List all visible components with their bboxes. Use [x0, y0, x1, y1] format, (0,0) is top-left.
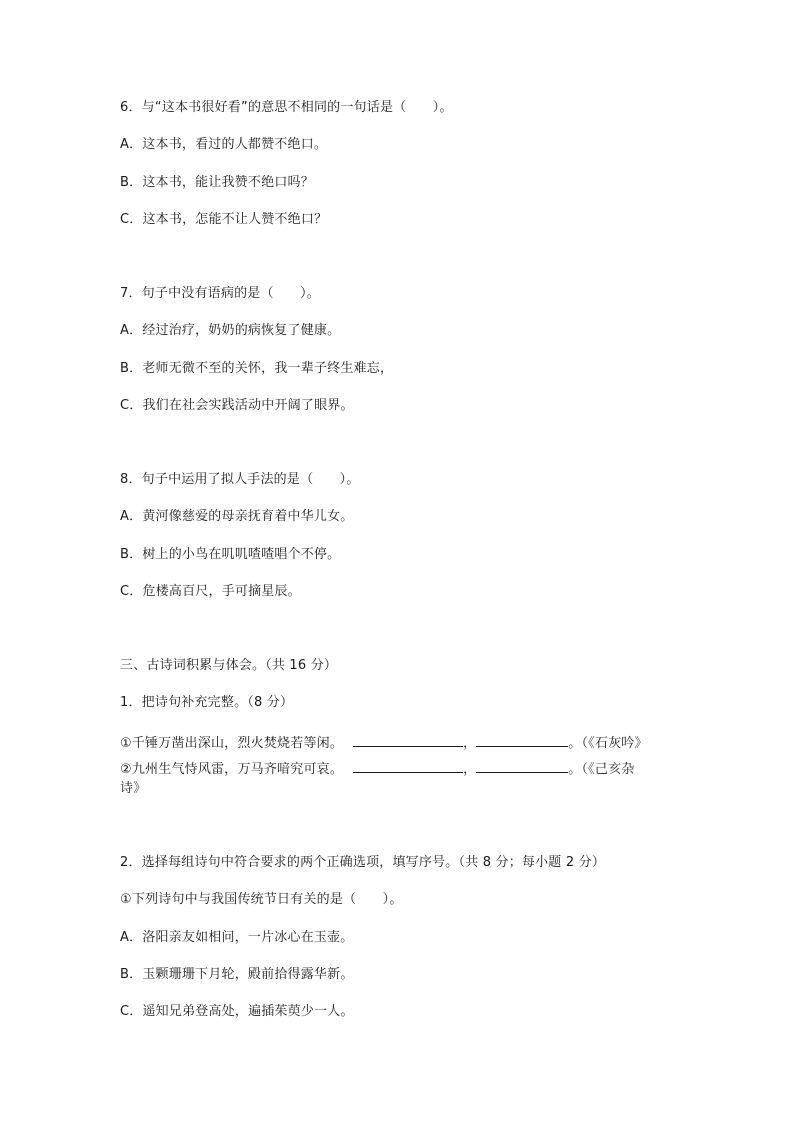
poem-line-1-blank-1[interactable]	[353, 732, 463, 747]
question-6-option-c: C．这本书，怎能不让人赞不绝口？	[120, 212, 328, 227]
poem-fill-line-2	[120, 758, 634, 779]
sub2-option-b: B．玉颗珊珊下月轮，殿前拾得露华新。	[120, 967, 354, 982]
question-7-option-b: B．老师无微不至的关怀，我一辈子终生难忘，	[120, 361, 394, 376]
poem-line-2-comma: ，	[463, 762, 477, 777]
question-7-option-a: A．经过治疗，奶奶的病恢复了健康。	[120, 323, 341, 338]
poem-line-1-blank-2[interactable]	[476, 732, 568, 747]
question-8-option-c: C．危楼高百尺，手可摘星辰。	[120, 584, 301, 599]
question-8-option-b: B．树上的小鸟在叽叽喳喳唱个不停。	[120, 547, 341, 562]
poem-fill-line-1	[120, 732, 648, 753]
sub2-question-1: ①下列诗句中与我国传统节日有关的是（ ）。	[120, 892, 403, 907]
question-6-option-b: B．这本书，能让我赞不绝口吗？	[120, 175, 314, 190]
section-3-sub2-title: 2．选择每组诗句中符合要求的两个正确选项，填写序号。（共 8 分；每小题 2 分）	[120, 855, 606, 870]
sub2-option-a: A．洛阳亲友如相问，一片冰心在玉壶。	[120, 930, 354, 945]
question-6-stem: 6．与“这本书很好看”的意思不相同的一句话是（ ）。	[120, 100, 453, 115]
poem-line-2-blank-2[interactable]	[476, 758, 568, 773]
poem-line-2-given: ②九州生气恃风雷，万马齐喑究可哀。	[120, 762, 344, 777]
question-8-stem: 8．句子中运用了拟人手法的是（ ）。	[120, 472, 360, 487]
poem-line-1-given: ①千锤万凿出深山，烈火焚烧若等闲。	[120, 736, 344, 751]
poem-line-1-source: 。（《石灰吟》	[568, 736, 648, 751]
question-7-stem: 7．句子中没有语病的是（ ）。	[120, 286, 320, 301]
poem-line-2-blank-1[interactable]	[353, 758, 463, 773]
section-3-title: 三、古诗词积累与体会。（共 16 分）	[120, 658, 338, 673]
sub2-option-c: C．遥知兄弟登高处，遍插茱萸少一人。	[120, 1004, 354, 1019]
poem-line-2-source: 。（《己亥杂	[568, 762, 635, 777]
section-3-sub1-title: 1．把诗句补充完整。（8 分）	[120, 695, 294, 710]
question-8-option-a: A．黄河像慈爱的母亲抚育着中华儿女。	[120, 509, 354, 524]
poem-line-1-comma: ，	[463, 736, 477, 751]
question-7-option-c: C．我们在社会实践活动中开阔了眼界。	[120, 398, 354, 413]
poem-line-2-source-wrap: 诗》	[120, 781, 147, 796]
question-6-option-a: A．这本书，看过的人都赞不绝口。	[120, 137, 328, 152]
